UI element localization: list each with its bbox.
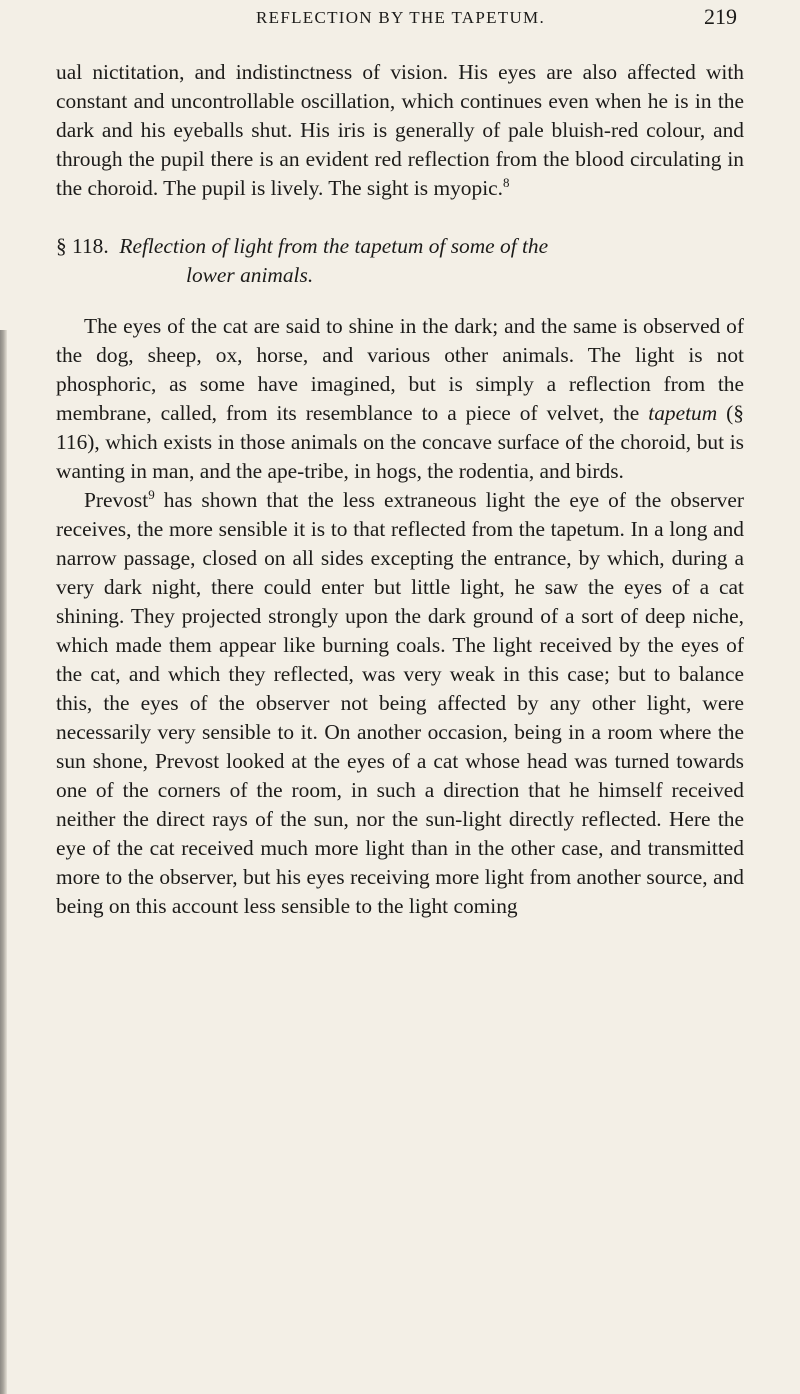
paragraph-text: has shown that the less extraneous light the eye of the observer receives, the more sensible it is to that reflected from the tapetum. In a long and narrow passage, closed on all sides excepting the entrance, by which, during a very dark night, there could enter but little light, he saw the eyes of a cat shining. They projected strongly upon the dark ground of a sort of deep niche, which made them appear like burning coals. The light received by the eyes of the cat, and which they reflected, was very weak in this case; but to balance this, the eyes of the observer not being affected by any other light, were necessarily very sensible to it. On another occasion, being in a room where the sun shone, Prevost looked at the eyes of a cat whose head was turned towards one of the corners of the room, in such a direction that he himself received neither the direct rays of the sun, nor the sun-light directly reflected. Here the eye of the cat received much more light than in the other case, and transmitted more to the observer, but his eyes receiving more light from another source, and being on this account less sensible to the light coming: [56, 488, 744, 918]
paragraph-prevost: [56, 486, 744, 921]
page-binding-edge: [0, 330, 7, 1394]
italic-term: tapetum: [648, 401, 718, 425]
running-title: REFLECTION BY THE TAPETUM.: [256, 8, 546, 27]
paragraph-continued: [56, 58, 744, 203]
section-heading: [56, 232, 744, 290]
paragraph-lead-name: Prevost: [84, 488, 149, 512]
paragraph-text-start: The eyes of the cat are said to shine in the dark; and the same is observed of the dog, sheep, ox, horse, and various other animals. The light is not phosphoric, as some have imagined, but is simply a reflection from the membrane, called, from its resemblance to a piece of velvet, the: [56, 314, 744, 425]
body-text: [56, 58, 744, 921]
footnote-ref: 9: [148, 486, 155, 502]
footnote-ref: 8: [502, 174, 510, 190]
running-head: [0, 6, 800, 36]
section-title-line1: Reflection of light from the tapetum of some of the: [119, 234, 549, 258]
page-number: 219: [704, 4, 737, 29]
section-number: § 118.: [56, 234, 109, 258]
section-title-line2: lower animals.: [186, 263, 314, 287]
paragraph-text: ual nictitation, and indistinctness of vision. His eyes are also affected with constant and uncontrollable oscillation, which continues even when he is in the dark and his eyeballs shut. His iris is generally of pale bluish-red colour, and through the pupil there is an evident red reflection from the blood circulating in the choroid. The pupil is lively. The sight is myopic.: [56, 60, 744, 200]
paragraph-text-end: (§ 116), which exists in those animals on the concave surface of the choroid, but is wanting in man, and the ape-tribe, in hogs, the rodentia, and birds.: [56, 401, 744, 483]
paragraph-tapetum: [56, 312, 744, 486]
